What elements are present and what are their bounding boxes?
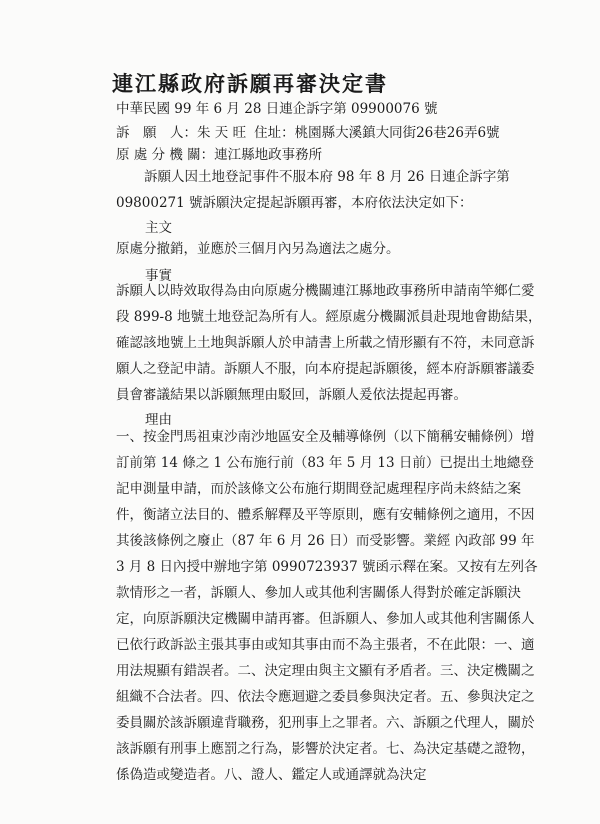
agency-label: 原 處 分 機 關： xyxy=(116,147,215,163)
main-text: 原處分撤銷，並應於三個月內另為適法之處分。 xyxy=(116,241,400,257)
document-number: 中華民國 99 年 6 月 28 日連企訴字第 09900076 號 xyxy=(116,101,438,117)
agency-row xyxy=(116,146,322,164)
document-title: 連江縣政府訴願再審決定書 xyxy=(112,71,388,96)
petitioner-name: 朱 天 旺 xyxy=(197,125,247,141)
petitioner-row xyxy=(116,124,500,142)
section-main-heading: 主文 xyxy=(145,220,172,236)
reasons-paragraph: 一、按金門馬祖東沙南沙地區安全及輔導條例（以下簡稱安輔條例）增訂前第 14 條之 1 公布施行前（83 年 5 月 13 日前）已提出土地總登記申測量申請，而於該條文公布施行期間登記處理程序尚未終結之案件，衡諸立法目的、體系解釋及平等原則，應有安輔條例之適用，不因其後該條例之廢止（87 年 6 月 26 日）而受影響。業經 內政部 99 年 3 月 8 日內授中辦地字第 0990723937 號函示釋在案。又按有左列各款情形之一者，訴願人、參加人或其他利害關係人得對於確定訴願決定，向原訴願決定機關申請再審。但訴願人、參加人或其他利害關係人已依行政訴訟主張其事由或知其事由而不為主張者，不在此限：一、適用法規顯有錯誤者。二、決定理由與主文顯有矛盾者。三、決定機關之組織不合法者。四、依法令應迴避之委員參與決定者。五、參與決定之委員關於該訴願違背職務，犯刑事上之罪者。六、訴願之代理人，關於該訴願有刑事上應罰之行為，影響於決定者。七、為決定基礎之證物，係偽造或變造者。八、證人、鑑定人或通譯就為決定 xyxy=(116,429,538,783)
section-facts-heading: 事實 xyxy=(145,268,172,284)
petitioner-label: 訴 願 人： xyxy=(116,125,197,141)
address-label: 住址： xyxy=(254,125,295,141)
address-value: 桃園縣大溪鎮大同街26巷26弄6號 xyxy=(294,125,500,141)
agency-value: 連江縣地政事務所 xyxy=(214,147,323,163)
facts-paragraph: 訴願人以時效取得為由向原處分機關連江縣地政事務所申請南竿鄉仁愛段 899-8 地號土地登記為所有人。經原處分機關派員赴現地會勘結果，確認該地號上土地與訴願人於申請書上所載之情形顯有不符，未同意訴願人之登記申請。訴願人不服，向本府提起訴願後，經本府訴願審議委員會審議結果以訴願無理由駁回，訴願人爰依法提起再審。 xyxy=(116,283,542,403)
section-reasons-heading: 理由 xyxy=(145,412,172,428)
intro-paragraph: 訴願人因土地登記事件不服本府 98 年 8 月 26 日連企訴字第 09800271 號訴願決定提起訴願再審，本府依法決定如下： xyxy=(116,169,510,211)
